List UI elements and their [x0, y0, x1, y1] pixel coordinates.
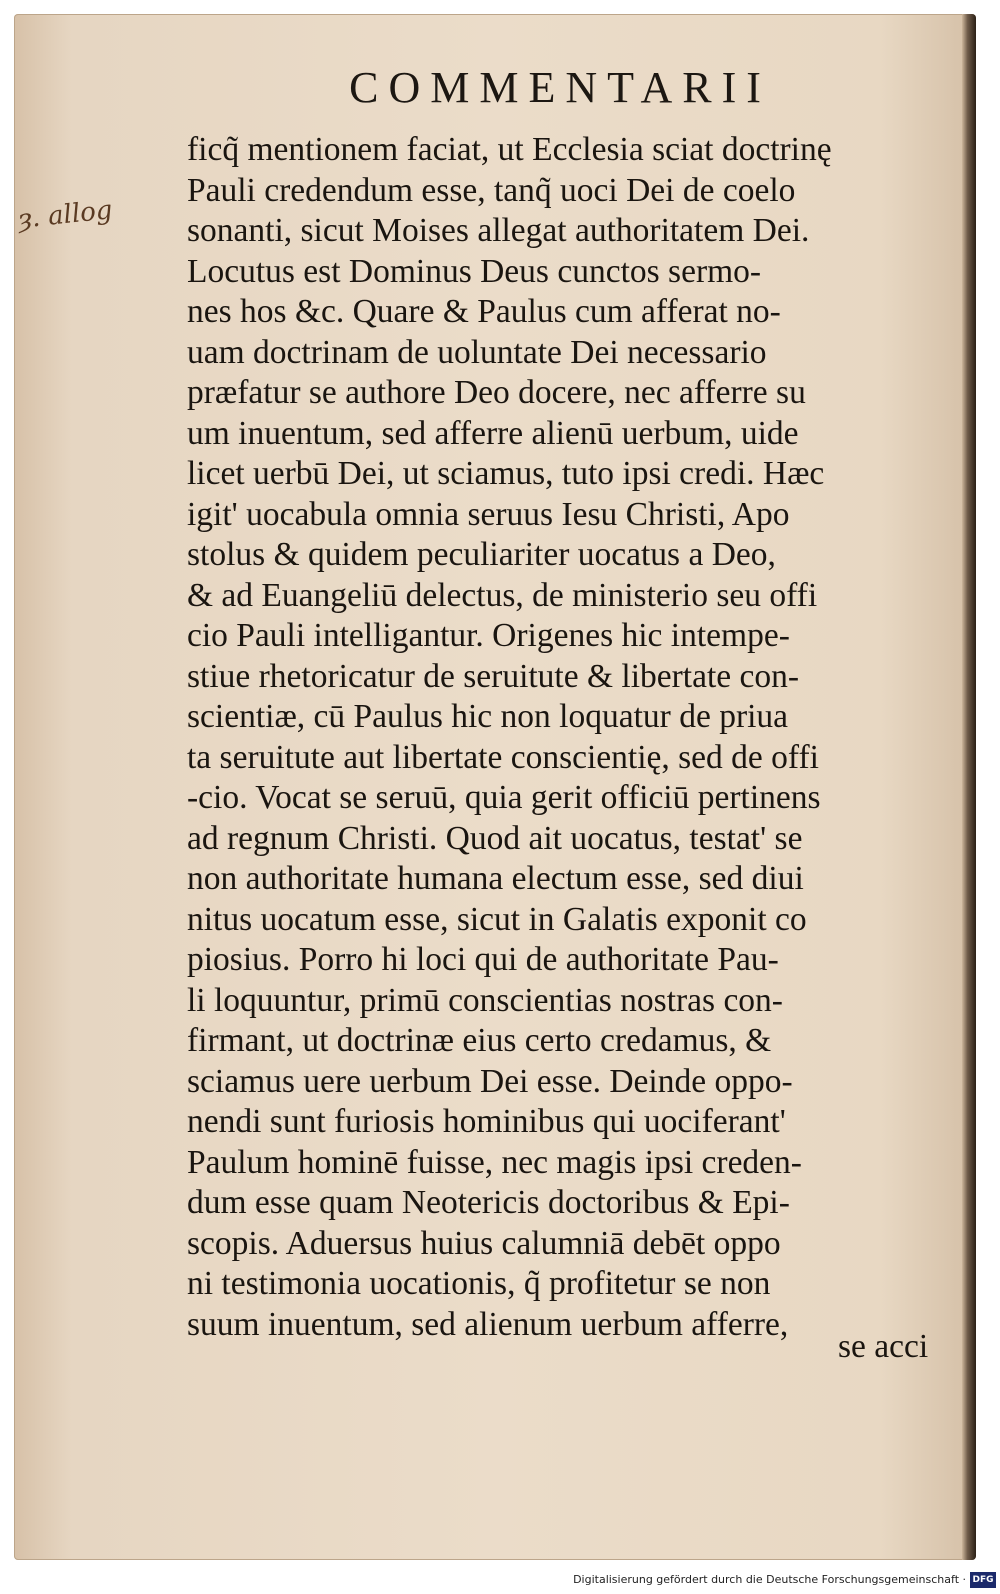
text-line: sonanti, sicut Moises allegat authoritatem Dei.	[187, 212, 810, 249]
text-line: sciamus uere uerbum Dei esse. Deinde oppo-	[187, 1062, 793, 1100]
text-line: nitus uocatum esse, sicut in Galatis exponit co	[187, 900, 807, 938]
text-line: ficq̃ mentionem faciat, ut Ecclesia sciat doctrinę	[187, 131, 832, 168]
text-line: nendi sunt furiosis hominibus qui uociferant'	[187, 1103, 786, 1140]
text-line: piosius. Porro hi loci qui de authoritate Pau-	[187, 941, 779, 978]
text-line: ad regnum Christi. Quod ait uocatus, testat' se	[187, 819, 803, 857]
footer-bar	[0, 1568, 1000, 1594]
text-line: licet uerbū Dei, ut sciamus, tuto ipsi credi. Hæc	[187, 455, 825, 492]
text-line: -cio. Vocat se seruū, quia gerit officiū pertinens	[187, 779, 821, 816]
text-line: & ad Euangeliū delectus, de ministerio seu offi	[187, 576, 818, 614]
text-line: ta seruitute aut libertate conscientię, sed de offi	[187, 738, 819, 776]
text-line: suum inuentum, sed alienum uerbum afferre,	[187, 1305, 789, 1343]
text-line: uam doctrinam de uoluntate Dei necessario	[187, 333, 767, 371]
dfg-logo: DFG	[970, 1572, 996, 1588]
text-line: Locutus est Dominus Deus cunctos sermo-	[187, 252, 762, 290]
text-line: scopis. Aduersus huius calumniā debēt oppo	[187, 1224, 781, 1262]
text-block	[187, 130, 947, 1345]
text-line: firmant, ut doctrinæ eius certo credamus, &	[187, 1022, 772, 1059]
text-line: stolus & quidem peculiariter uocatus a Deo,	[187, 536, 776, 573]
text-line: præfatur se authore Deo docere, nec afferre su	[187, 374, 806, 411]
margin-note: ȝ. allog	[16, 195, 114, 235]
text-line: non authoritate humana electum esse, sed diui	[187, 860, 804, 897]
text-line: nes hos &c. Quare & Paulus cum afferat no-	[187, 293, 781, 330]
digitization-credit: Digitalisierung gefördert durch die Deutsche Forschungsgemeinschaft ·	[573, 1573, 966, 1586]
text-line: scientiæ, cū Paulus hic non loquatur de priua	[187, 698, 789, 735]
text-line: li loquuntur, primū conscientias nostras con-	[187, 981, 783, 1019]
catchword: se acci	[838, 1328, 929, 1365]
page-edge	[962, 14, 976, 1560]
text-line: stiue rhetoricatur de seruitute & libertate con-	[187, 657, 800, 695]
text-line: Paulum hominē fuisse, nec magis ipsi creden-	[187, 1143, 802, 1181]
text-line: ni testimonia uocationis, q̃ profitetur se non	[187, 1265, 771, 1302]
text-line: igit' uocabula omnia seruus Iesu Christi, Apo	[187, 495, 790, 533]
text-line: Pauli credendum esse, tanq̃ uoci Dei de coelo	[187, 171, 796, 209]
running-head: COMMENTARII	[349, 63, 771, 112]
text-line: um inuentum, sed afferre alienū uerbum, uide	[187, 414, 799, 452]
text-line: cio Pauli intelligantur. Origenes hic intempe-	[187, 617, 790, 654]
text-line: dum esse quam Neotericis doctoribus & Epi-	[187, 1184, 790, 1221]
